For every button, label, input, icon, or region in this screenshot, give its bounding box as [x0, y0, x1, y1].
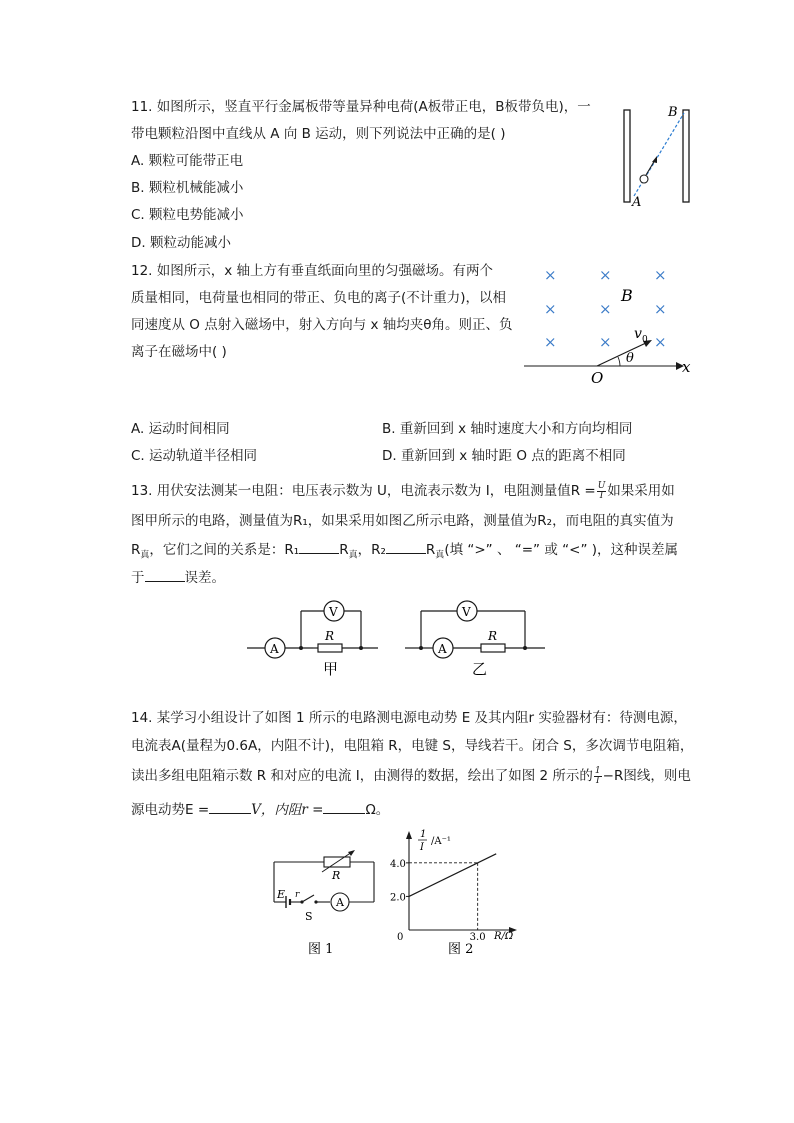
- x-tick-label: 0: [397, 932, 404, 943]
- field-cross: ×: [654, 300, 667, 318]
- fig1-caption: 图 1: [308, 942, 334, 957]
- q14-blank-emf[interactable]: [209, 799, 251, 814]
- plate-b: [683, 110, 689, 202]
- label-field-b: B: [621, 286, 633, 305]
- q14-blank-r[interactable]: [323, 799, 365, 814]
- q13-line3: [131, 539, 678, 566]
- switch-contact: [314, 900, 317, 903]
- ammeter-label: A: [438, 642, 447, 656]
- q14-unit-ohm: Ω。: [365, 802, 390, 818]
- field-cross: ×: [599, 300, 612, 318]
- x-tick-label: 3.0: [469, 932, 486, 943]
- label-v: v: [634, 326, 642, 342]
- q13-line1: [131, 481, 675, 501]
- q13-blank-3[interactable]: [145, 567, 185, 582]
- resistor-label: R: [488, 629, 498, 643]
- q14-frac-num: 1: [594, 765, 601, 776]
- q13-line4: [131, 567, 225, 588]
- x-axis-label: R/Ω: [494, 931, 514, 942]
- circuit-jia: [247, 601, 378, 658]
- q13-frac-den: I: [599, 490, 604, 501]
- q11-option-b: B. 颗粒机械能减小: [131, 180, 244, 196]
- particle: [640, 175, 648, 183]
- q14-figure-2-chart: [388, 826, 538, 960]
- q13-sub-true: 真: [435, 550, 445, 561]
- caption-jia: 甲: [323, 660, 339, 678]
- ammeter-label: A: [270, 642, 279, 656]
- voltmeter-label: V: [329, 605, 338, 619]
- q13-r: R: [339, 542, 349, 558]
- q14-line3-tail: −R图线，则电: [602, 768, 691, 784]
- q13-blank-2[interactable]: [386, 539, 426, 554]
- q13-relation-text: ，它们之间的关系是：R₁: [149, 542, 300, 558]
- q13-line4-tail: 误差。: [184, 570, 225, 586]
- fig1-label-r: R: [332, 869, 341, 882]
- q11-line2: 带电颗粒沿图中直线从 A 向 B 运动，则下列说法中正确的是( ): [131, 126, 506, 142]
- plate-a: [624, 110, 630, 202]
- fig1-ammeter-label: A: [336, 896, 344, 909]
- y-label-unit: /A⁻¹: [431, 836, 451, 847]
- q13-r2: ，R₂: [357, 542, 386, 558]
- label-a: A: [632, 195, 642, 210]
- y-tick-label: 2.0: [390, 892, 406, 904]
- q13-line4-text: 于: [131, 570, 145, 586]
- fig1-label-s: S: [305, 910, 313, 923]
- field-cross: ×: [654, 333, 667, 351]
- trajectory-line: [634, 113, 684, 196]
- junction: [359, 646, 363, 650]
- y-label-den: I: [420, 842, 424, 853]
- q13-sub-true: 真: [348, 550, 358, 561]
- q14-line4: [131, 799, 389, 820]
- q14-fraction: [594, 767, 602, 786]
- q14-line1: 14. 某学习小组设计了如图 1 所示的电路测电源电动势 E 及其内阻r 实验器材有：待测电源，: [131, 710, 687, 726]
- q11-option-a: A. 颗粒可能带正电: [131, 153, 244, 169]
- q13-sub-true: 真: [140, 550, 150, 561]
- q13-frac-num: U: [597, 480, 606, 491]
- q14-line3-text: 读出多组电阻箱示数 R 和对应的电流 I，由测得的数据，绘出了如图 2 所示的: [131, 768, 593, 784]
- junction: [419, 646, 423, 650]
- q11-option-d: D. 颗粒动能减小: [131, 235, 231, 251]
- label-b: B: [668, 105, 678, 120]
- data-line: [409, 854, 496, 897]
- q13-r: R: [131, 542, 141, 558]
- q11-line1: 11. 如图所示，竖直平行金属板带等量异种电荷(A板带正电，B板带负电)，一: [131, 99, 591, 115]
- q14-line2: 电流表A(量程为0.6A，内阻不计)，电阻箱 R，电键 S，导线若干。闭合 S，多次调节电阻箱，: [131, 738, 694, 754]
- q12-option-c: C. 运动轨道半径相同: [131, 448, 258, 464]
- theta-arc: [618, 357, 620, 366]
- q12-option-a: A. 运动时间相同: [131, 421, 230, 437]
- fig2-caption: 图 2: [448, 942, 474, 957]
- switch-pivot: [300, 900, 303, 903]
- q14-frac-den: I: [595, 775, 600, 786]
- junction: [523, 646, 527, 650]
- q14-figure-1: [268, 838, 383, 960]
- q12-line1: 12. 如图所示，x 轴上方有垂直纸面向里的匀强磁场。有两个: [131, 263, 494, 279]
- field-cross: ×: [544, 300, 557, 318]
- fig1-label-e: E: [277, 888, 286, 901]
- q13-fraction: [597, 482, 607, 501]
- y-axis-arrowhead: [406, 831, 412, 839]
- q13-circuits: [245, 596, 550, 678]
- label-x: x: [682, 358, 691, 376]
- q12-figure: [520, 262, 700, 387]
- label-origin: O: [591, 369, 604, 387]
- q14-emf-label: 源电动势E =: [131, 802, 210, 818]
- q12-option-b: B. 重新回到 x 轴时速度大小和方向均相同: [382, 421, 633, 437]
- q12-option-d: D. 重新回到 x 轴时距 O 点的距离不相同: [382, 448, 626, 464]
- q13-line1-tail: 如果采用如: [607, 483, 675, 499]
- junction: [299, 646, 303, 650]
- label-theta: θ: [626, 351, 634, 366]
- velocity-arrowhead: [652, 156, 657, 163]
- rheostat-arrowhead: [348, 850, 355, 856]
- q11-option-c: C. 颗粒电势能减小: [131, 207, 244, 223]
- field-cross: ×: [599, 333, 612, 351]
- q13-r: R: [425, 542, 436, 558]
- fig1-label-r-internal: r: [295, 890, 300, 900]
- caption-yi: 乙: [472, 660, 488, 678]
- q12-line3: 同速度从 O 点射入磁场中，射入方向与 x 轴均夹θ角。则正、负: [131, 317, 513, 333]
- field-cross: ×: [544, 266, 557, 284]
- y-label-num: 1: [420, 829, 427, 840]
- field-cross: ×: [544, 333, 557, 351]
- q13-line2: 图甲所示的电路，测量值为R₁，如果采用如图乙所示电路，测量值为R₂，而电阻的真实值为: [131, 513, 674, 529]
- q12-line4: 离子在磁场中( ): [131, 344, 227, 360]
- q13-fill-hint: (填 “>” 、 “=” 或 “<” )，这种误差属: [444, 542, 678, 558]
- voltmeter-label: V: [462, 605, 471, 619]
- q14-line3: [131, 766, 691, 786]
- q11-figure: [618, 100, 698, 210]
- q14-resistance-label: V，内阻r =: [251, 802, 324, 818]
- q13-blank-1[interactable]: [299, 539, 339, 554]
- y-tick-label: 4.0: [390, 858, 406, 870]
- field-cross: ×: [654, 266, 667, 284]
- field-cross: ×: [599, 266, 612, 284]
- label-v-sub: 0: [642, 335, 648, 345]
- q13-line1-text: 13. 用伏安法测某一电阻：电压表示数为 U，电流表示数为 I，电阻测量值R =: [131, 483, 596, 499]
- q12-line2: 质量相同，电荷量也相同的带正、负电的离子(不计重力)，以相: [131, 290, 507, 306]
- resistor-label: R: [325, 629, 335, 643]
